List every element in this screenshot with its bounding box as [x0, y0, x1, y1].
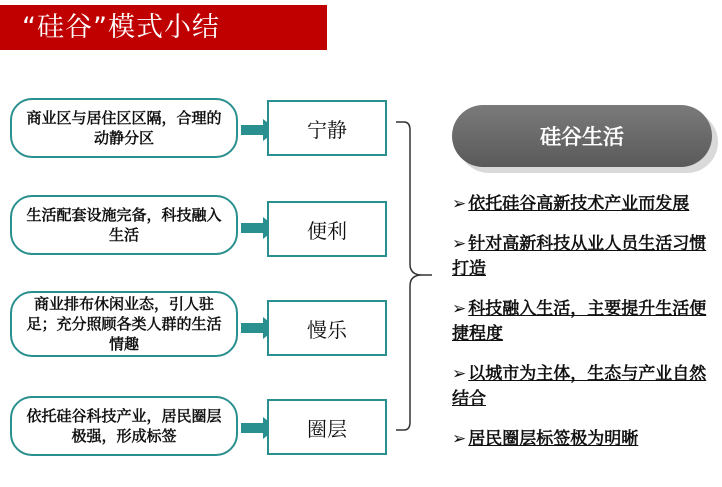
label-text: 便利 [307, 218, 347, 243]
summary-heading-text: 硅谷生活 [540, 125, 624, 149]
feature-box-quiet [10, 98, 238, 158]
summary-point [452, 232, 718, 282]
feature-text: 依托硅谷科技产业，居民圈层极强，形成标签 [26, 407, 222, 445]
feature-box-leisure [10, 291, 238, 357]
summary-point-text: 以城市为主体，生态与产业自然结合 [452, 364, 707, 409]
summary-point [452, 192, 718, 217]
bullet-arrow-icon: ➢ [452, 429, 467, 449]
page-title: “硅谷”模式小结 [0, 5, 327, 50]
label-box-quiet [267, 100, 387, 156]
summary-heading [452, 105, 712, 167]
summary-point [452, 297, 718, 347]
feature-text: 生活配套设施完备，科技融入生活 [26, 206, 222, 244]
summary-point-text: 居民圈层标签极为明晰 [468, 429, 639, 449]
summary-point-text: 针对高新科技从业人员生活习惯打造 [452, 234, 707, 279]
summary-point-text: 科技融入生活，主要提升生活便捷程度 [452, 299, 707, 344]
bullet-arrow-icon: ➢ [452, 194, 467, 214]
label-box-convenient [267, 201, 387, 257]
bullet-arrow-icon: ➢ [452, 299, 467, 319]
feature-box-circle [10, 396, 238, 456]
summary-point [452, 362, 718, 412]
right-brace-icon [392, 104, 434, 446]
label-text: 圈层 [307, 416, 347, 441]
label-text: 慢乐 [307, 317, 347, 342]
label-text: 宁静 [307, 117, 347, 142]
feature-box-convenient [10, 195, 238, 255]
summary-point-text: 依托硅谷高新技术产业而发展 [468, 194, 690, 214]
bullet-arrow-icon: ➢ [452, 234, 467, 254]
bullet-arrow-icon: ➢ [452, 364, 467, 384]
label-box-circle [267, 399, 387, 455]
summary-point [452, 427, 718, 452]
label-box-leisure [267, 300, 387, 356]
feature-text: 商业区与居住区区隔，合理的动静分区 [26, 109, 222, 147]
feature-text: 商业排布休闲业态，引人驻足；充分照顾各类人群的生活情趣 [26, 295, 222, 353]
summary-list [452, 192, 718, 467]
